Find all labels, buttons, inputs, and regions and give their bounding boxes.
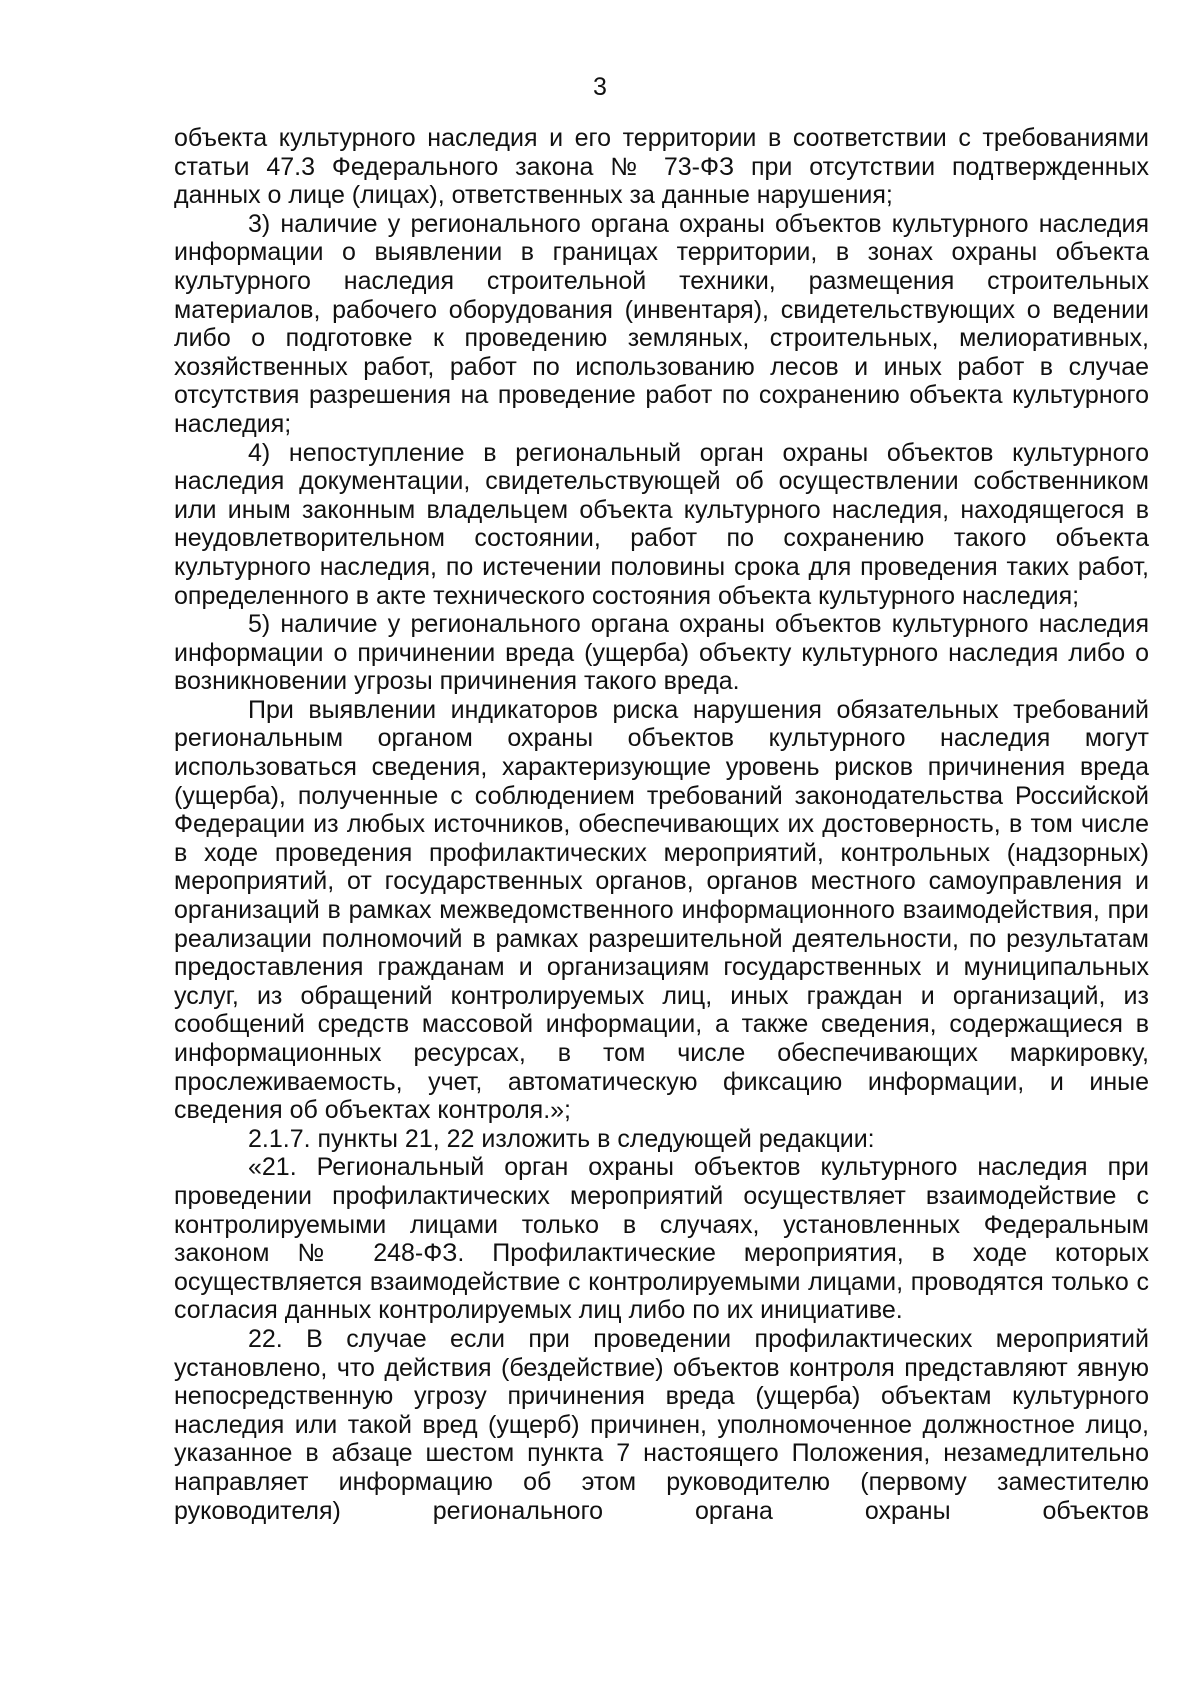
paragraph-risk-indicators: При выявлении индикаторов риска нарушения обязательных требований региональным органом охраны объектов культурного наследия могут использоваться сведения, характеризующие уровень рисков причинения вреда (ущерба), полученные с соблюдением требований законодательства Российской Федерации из любых источников, обеспечивающих их достоверность, в том числе в ходе проведения профилактических мероприятий, контрольных (надзорных) мероприятий, от государственных органов, органов местного самоуправления и организаций в рамках межведомственного информационного взаимодействия, при реализации полномочий в рамках разрешительной деятельности, по результатам предоставления гражданам и организациям государственных и муниципальных услуг, из обращений контролируемых лиц, иных граждан и организаций, из сообщений средств массовой информации, а также сведения, содержащиеся в информационных ресурсах, в том числе обеспечивающих маркировку, прослеживаемость, учет, автоматическую фиксацию информации, и иные сведения об объектах контроля.»; (174, 695, 1149, 1125)
paragraph-continuation: объекта культурного наследия и его территории в соответствии с требованиями статьи 47.3 Федерального закона № 73-ФЗ при отсутствии подтвержденных данных о лице (лицах), ответственных за данные нарушения; (174, 124, 1149, 210)
page-number: 3 (593, 73, 607, 101)
document-body (174, 124, 1149, 1525)
paragraph-point-22: 22. В случае если при проведении профилактических мероприятий установлено, что действия (бездействие) объектов контроля представляют явную непосредственную угрозу причинения вреда (ущерба) объектам культурного наследия или такой вред (ущерб) причинен, уполномоченное должностное лицо, указанное в абзаце шестом пункта 7 настоящего Положения, незамедлительно направляет информацию об этом руководителю (первому заместителю руководителя) регионального органа охраны объектов (174, 1324, 1149, 1525)
paragraph-point-21: «21. Региональный орган охраны объектов культурного наследия при проведении профилактических мероприятий осуществляет взаимодействие с контролируемыми лицами только в случаях, установленных Федеральным законом № 248-ФЗ. Профилактические мероприятия, в ходе которых осуществляется взаимодействие с контролируемыми лицами, проводятся только с согласия данных контролируемых лиц либо по их инициативе. (174, 1153, 1149, 1325)
paragraph-2-1-7: 2.1.7. пункты 21, 22 изложить в следующей редакции: (248, 1124, 875, 1153)
paragraph-item-3: 3) наличие у регионального органа охраны объектов культурного наследия информации о выявлении в границах территории, в зонах охраны объекта культурного наследия строительной техники, размещения строительных материалов, рабочего оборудования (инвентаря), свидетельствующих о ведении либо о подготовке к проведению земляных, строительных, мелиоративных, хозяйственных работ, работ по использованию лесов и иных работ в случае отсутствия разрешения на проведение работ по сохранению объекта культурного наследия; (174, 209, 1149, 438)
paragraph-item-5: 5) наличие у регионального органа охраны объектов культурного наследия информации о причинении вреда (ущерба) объекту культурного наследия либо о возникновении угрозы причинения такого вреда. (174, 610, 1149, 696)
paragraph-item-4: 4) непоступление в региональный орган охраны объектов культурного наследия документации, свидетельствующей об осуществлении собственником или иным законным владельцем объекта культурного наследия, находящегося в неудовлетворительном состоянии, работ по сохранению такого объекта культурного наследия, по истечении половины срока для проведения таких работ, определенного в акте технического состояния объекта культурного наследия; (174, 438, 1149, 610)
